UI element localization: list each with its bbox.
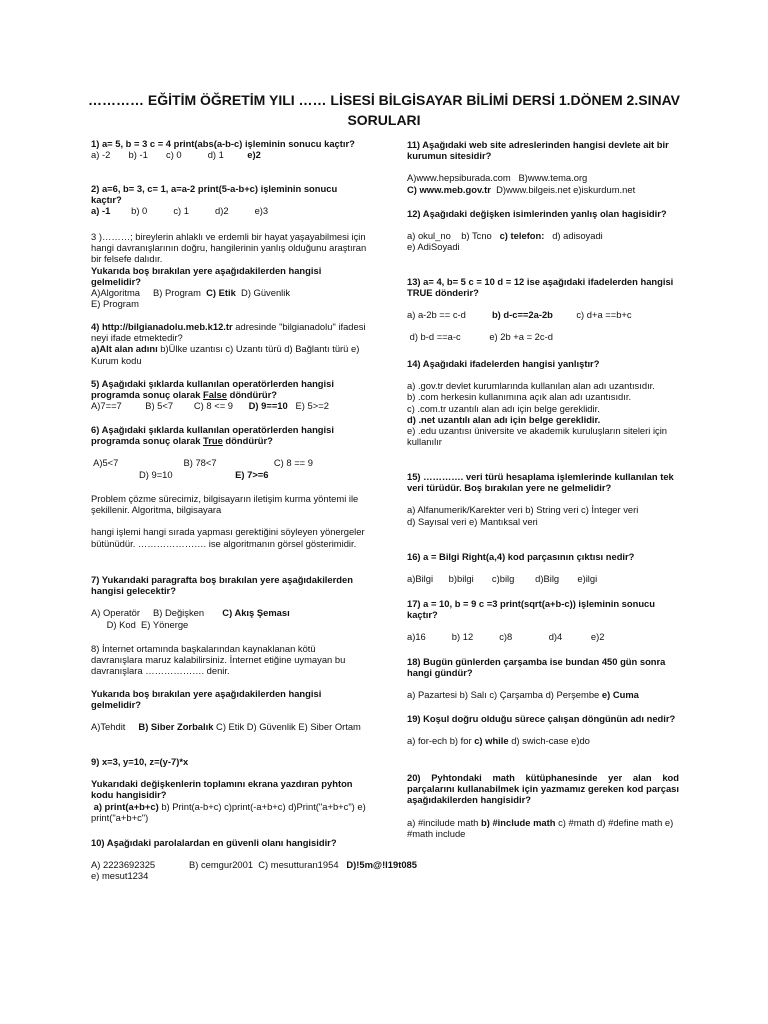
question-10-choices-a: A) 2223692325 B) cemgur2001 C) mesutturan1954: [91, 859, 347, 871]
question-18-choices: a) Pazartesi b) Salı c) Çarşamba d) Perşembe: [407, 689, 602, 701]
question-13-choices-c: d) b-d ==a-c e) 2b +a = 2c-d: [407, 330, 553, 342]
question-17-choices: a)16 b) 12 c)8 d)4 e)2: [407, 631, 605, 643]
question-13-choices-a: a) a-2b == c-d: [407, 309, 492, 321]
question-4: [91, 321, 367, 366]
question-1-answer: e)2: [247, 149, 261, 161]
question-19: [407, 713, 679, 746]
exam-title: [0, 90, 768, 130]
question-9-choices: b) Print(a-b+c) c)print(-a+b+c) d)Print("a+b+c") e) print("a+b+c"): [91, 800, 366, 823]
question-6-text: 6) Aşağıdaki şıklarda kullanılan operatörlerden hangisi programda sonuç olarak: [91, 424, 334, 447]
question-6-options-b: [91, 469, 367, 480]
question-17-stem: 17) a = 10, b = 9 c =3 print(sqrt(a+b-c)) işleminin sonucu kaçtır?: [407, 598, 655, 621]
question-12-stem: 12) Aşağıdaki değişken isimlerinden yanlış olan hagisidir?: [407, 208, 667, 219]
question-17: [407, 598, 679, 643]
question-13-stem: 13) a= 4, b= 5 c = 10 d = 12 ise aşağıdaki ifadelerden hangisi TRUE dönderir?: [407, 276, 674, 299]
paragraph-line-2: hangi işlemi hangi sırada yapması gerektiğini söyleyen yönergeler bütünüdür. …………………. ise algoritmanın görsel gösterimidir.: [91, 526, 365, 549]
question-9: [91, 756, 367, 823]
question-6-text-end: döndürür?: [222, 435, 273, 447]
question-4-options: [91, 343, 367, 365]
question-3-choices-c: E) Program: [91, 298, 139, 310]
question-4-stem: [91, 321, 367, 343]
question-11-choices-a: A)www.hepsiburada.com B)www.tema.org: [407, 172, 588, 184]
question-15-choices-a: a) Alfanumerik/Karekter veri b) String veri c) İnteger veri: [407, 504, 639, 516]
question-5-answer: D) 9==10: [248, 400, 288, 412]
question-3: [91, 231, 367, 309]
question-13-choices-b: c) d+a ==b+c: [552, 309, 632, 321]
question-12-choices-a: a) okul_no b) Tcno: [407, 230, 500, 242]
exam-title-line1: ………… EĞİTİM ÖĞRETİM YILI …… LİSESİ BİLGİSAYAR BİLİMİ DERSİ 1.DÖNEM 2.SINAV: [88, 92, 680, 108]
question-13: [407, 276, 679, 342]
question-14-stem: 14) Aşağıdaki ifadelerden hangisi yanlıştır?: [407, 358, 600, 369]
question-3-stem: Yukarıda boş bırakılan yere aşağıdakilerden hangisi gelmelidir?: [91, 264, 322, 287]
question-9-stem: 9) x=3, y=10, z=(y-7)*x: [91, 756, 189, 767]
question-15: [407, 471, 679, 527]
question-5-keyword: False: [203, 389, 227, 401]
question-1: [91, 138, 367, 160]
question-8: [91, 643, 367, 732]
question-13-answer: b) d-c==2a-2b: [491, 309, 553, 321]
question-12: [407, 208, 679, 253]
question-18-stem: 18) Bugün günlerden çarşamba ise bundan 450 gün sonra hangi gündür?: [407, 656, 666, 679]
question-5-text: 5) Aşağıdaki şıklarda kullanılan operatörlerden hangisi programda sonuç olarak: [91, 378, 334, 401]
question-8-stem: Yukarıda boş bırakılan yere aşağıdakilerden hangisi gelmelidir?: [91, 687, 322, 710]
question-20-options: [407, 817, 679, 839]
question-19-answer: c) while: [474, 735, 509, 747]
question-6-stem: [91, 424, 367, 446]
question-6-answer: E) 7>=6: [235, 468, 269, 480]
question-20-choices-a: a) #incilude math: [407, 816, 481, 828]
question-4-answer: a)Alt alan adını: [91, 343, 158, 355]
question-13-options: [407, 309, 679, 320]
question-9-options: [91, 801, 367, 823]
question-12-answer: c) telefon:: [499, 230, 545, 242]
question-19-choices-b: d) swich-case e)do: [508, 735, 590, 747]
question-1-choices: a) -2 b) -1 c) 0 d) 1: [91, 149, 248, 161]
question-5-stem: [91, 378, 367, 400]
question-10: [91, 837, 417, 882]
paragraph: [91, 493, 367, 549]
question-5-options: [91, 400, 367, 411]
question-2: [91, 183, 367, 217]
question-3-answer: C) Etik: [206, 287, 236, 299]
question-4-text: adresinde "bilgianadolu" ifadesi neyi ifade etmektedir?: [91, 321, 366, 344]
question-7-options: [91, 607, 367, 629]
question-20-choices-b: c) #math d) #define math e) #math include: [407, 816, 674, 839]
question-12-options: [407, 230, 679, 241]
question-6-choices-a: A)5<7 B) 78<7 C) 8 == 9: [91, 457, 313, 469]
question-7: [91, 574, 367, 630]
question-4-choices: b)Ülke uzantısı c) Uzantı türü d) Bağlantı türü e) Kurum kodu: [91, 343, 360, 366]
question-3-options: [91, 287, 367, 298]
question-11: [407, 139, 679, 195]
question-18-answer: e) Cuma: [601, 689, 639, 701]
question-19-choices-a: a) for-ech b) for: [407, 735, 475, 747]
question-11-choices-b: D)www.bilgeis.net e)iskurdum.net: [490, 183, 636, 195]
question-7-choices-b: D) Kod E) Yönerge: [91, 618, 189, 630]
question-15-stem: 15) …………. veri türü hesaplama işlemlerinde kullanılan tek veri türüdür. Boş bırakılan yere ne gelmelidir?: [407, 471, 674, 494]
question-14: [407, 358, 679, 447]
question-14-answer: d) .net uzantılı alan adı için belge gereklidir.: [407, 413, 601, 425]
question-16-stem: 16) a = Bilgi Right(a,4) kod parçasının çıktısı nedir?: [407, 551, 635, 562]
question-7-stem: 7) Yukarıdaki paragrafta boş bırakılan yere aşağıdakilerden hangisi gelecektir?: [91, 574, 353, 597]
question-15-choices-b: d) Sayısal veri e) Mantıksal veri: [407, 515, 538, 527]
question-6-choices-b: D) 9=10: [139, 468, 236, 480]
question-20: [407, 772, 679, 839]
question-11-stem: 11) Aşağıdaki web site adreslerinden hangisi devlete ait bir kurumun sitesidir?: [407, 139, 669, 162]
question-7-choices-a: A) Operatör B) Değişken: [91, 607, 223, 619]
question-4-url: 4) http://bilgianadolu.meb.k12.tr: [91, 321, 233, 332]
question-19-stem: 19) Koşul doğru olduğu sürece çalışan döngünün adı nedir?: [407, 713, 676, 724]
question-1-options: [91, 149, 367, 160]
question-14-option-a: a) .gov.tr devlet kurumlarında kullanılan alan adı uzantısıdır.: [407, 380, 655, 392]
question-11-answer: C) www.meb.gov.tr: [407, 183, 491, 195]
question-6-keyword: True: [203, 435, 223, 447]
question-16: [407, 551, 679, 584]
question-8-intro: 8) İnternet ortamında başkalarından kaynaklanan kötü davranışlara maruz kalabilirsiniz. İnternet etiğine uymayan bu davranışlara ………………. denir.: [91, 643, 346, 677]
question-3-choices-a: A)Algoritma B) Program: [91, 287, 207, 299]
paragraph-line-1: Problem çözme sürecimiz, bilgisayarın iletişim kurma yöntemi ile şekillenir. Algoritma, bilgisayara: [91, 493, 359, 516]
question-6: [91, 424, 367, 480]
question-3-choices-b: D) Güvenlik: [235, 287, 291, 299]
question-8-options: [91, 721, 367, 732]
question-14-option-e: e) .edu uzantısı üniversite ve akademik kuruluşların siteleri için kullanılır: [407, 425, 668, 448]
question-9-answer: a) print(a+b+c): [91, 800, 159, 812]
question-8-choices-a: A)Tehdit: [91, 721, 139, 733]
question-5: [91, 378, 367, 412]
question-20-answer: b) #include math: [481, 816, 556, 828]
question-2-answer: a) -1: [91, 205, 111, 217]
question-14-option-c: c) .com.tr uzantılı alan adı için belge gereklidir.: [407, 402, 600, 414]
question-16-choices: a)Bilgi b)bilgi c)bilg d)Bilg e)ilgi: [407, 573, 598, 585]
question-10-stem: 10) Aşağıdaki parolalardan en güvenli olanı hangisidir?: [91, 837, 337, 848]
question-14-option-b: b) .com herkesin kullanımına açık alan adı uzantısıdır.: [407, 391, 632, 403]
exam-title-line2: SORULARI: [347, 112, 421, 128]
question-18-options: [407, 689, 679, 700]
question-9-stem-2: Yukarıdaki değişkenlerin toplamını ekrana yazdıran pyhton kodu hangisidir?: [91, 778, 353, 801]
question-5-text-end: döndürür?: [227, 389, 277, 401]
question-5-choices-b: E) 5>=2: [287, 400, 329, 412]
question-12-choices-c: e) AdiSoyadi: [407, 241, 460, 253]
question-7-answer: C) Akış Şeması: [222, 607, 290, 619]
question-18: [407, 656, 679, 701]
question-2-stem: 2) a=6, b= 3, c= 1, a=a-2 print(5-a-b+c) işleminin sonucu kaçtır?: [91, 183, 338, 206]
question-19-options: [407, 735, 679, 746]
question-10-options: [91, 859, 417, 882]
question-5-choices-a: A)7==7 B) 5<7 C) 8 <= 9: [91, 400, 249, 412]
question-20-stem: 20) Pyhtondaki math kütüphanesinde yer alan kod parçalarını kullanabilmek için yazmamız gereken kod parçası aşağıdakilerden hangisidir?: [407, 772, 679, 806]
question-2-choices: b) 0 c) 1 d)2 e)3: [110, 205, 269, 217]
question-11-options: [407, 184, 679, 195]
question-2-options: [91, 205, 367, 216]
question-10-choices-b: e) mesut1234: [91, 870, 149, 882]
question-3-intro: 3 )………; bireylerin ahlaklı ve erdemli bir hayat yaşayabilmesi için hangi davranışlarının doğru, hangilerinin yanlış olduğunu araştıran bir felsefe dalıdır.: [91, 231, 367, 265]
question-8-choices-b: C) Etik D) Güvenlik E) Siber Ortam: [213, 721, 361, 733]
question-8-answer: B) Siber Zorbalık: [138, 721, 214, 733]
question-1-stem: 1) a= 5, b = 3 c = 4 print(abs(a-b-c) işleminin sonucu kaçtır?: [91, 138, 355, 149]
question-10-answer: D)!5m@!l19t085: [346, 859, 417, 871]
question-12-choices-b: d) adisoyadi: [544, 230, 603, 242]
